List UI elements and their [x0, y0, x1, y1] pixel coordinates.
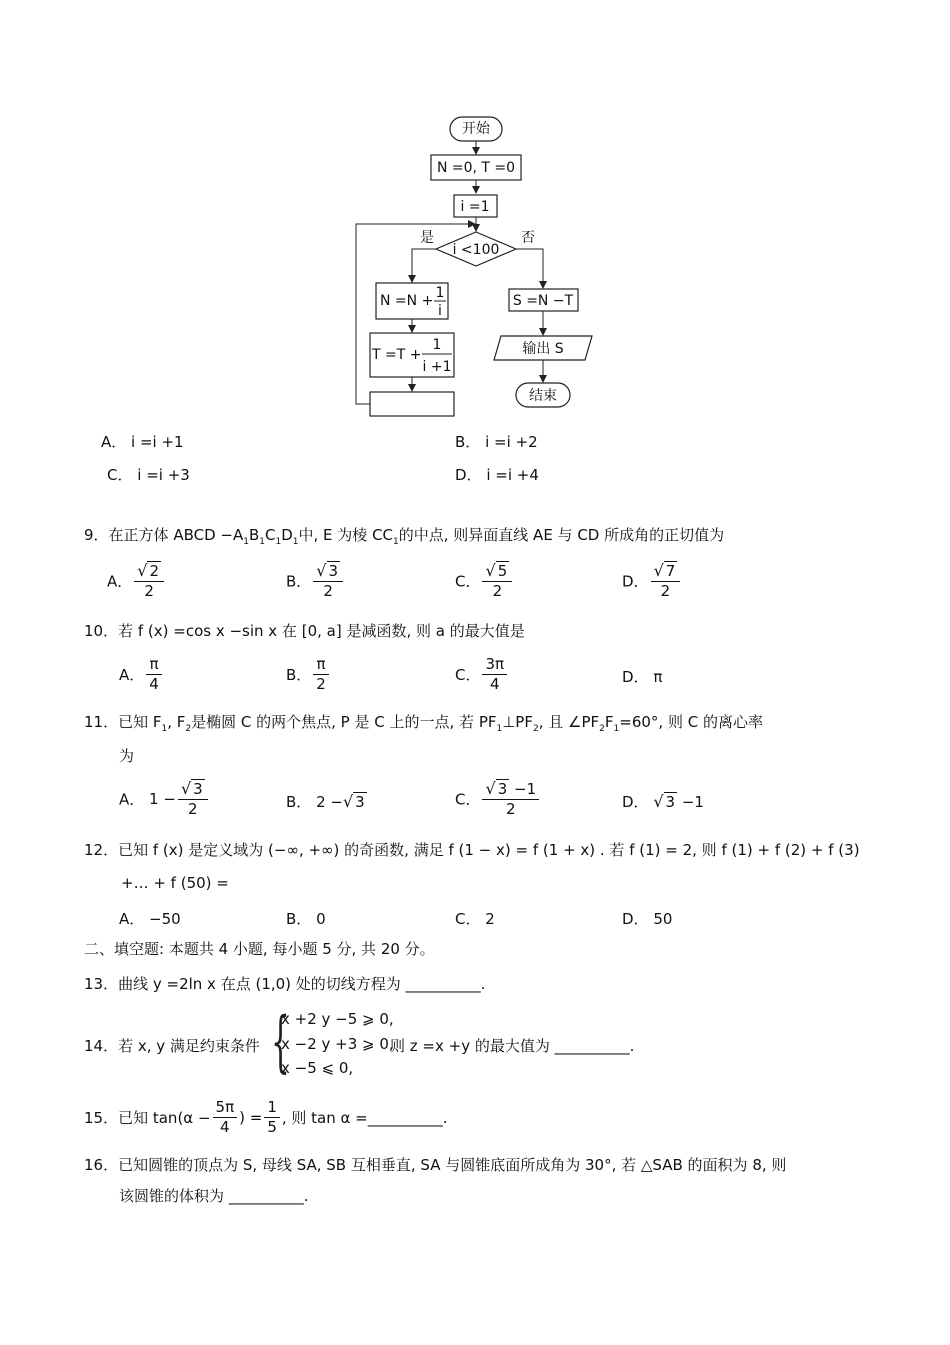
denominator: 2	[323, 582, 333, 600]
option-fraction	[482, 655, 507, 694]
option-text: −1	[677, 793, 704, 811]
option-text: i =i +3	[137, 466, 190, 484]
subscript: 1	[275, 537, 282, 547]
q12-option-a	[119, 908, 181, 929]
q13-stem	[84, 973, 485, 994]
q9-text: C	[265, 526, 276, 544]
start-label: 开始	[462, 121, 490, 137]
flowchart	[0, 0, 950, 430]
q9-text: B	[248, 526, 260, 544]
q10-option-d	[622, 666, 662, 687]
question-number: 10．	[84, 622, 119, 640]
q15-text: ) =	[239, 1108, 263, 1127]
denominator: 5	[267, 1118, 277, 1136]
subscript: 1	[292, 537, 299, 547]
q12-stem	[84, 839, 860, 860]
subscript: 1	[613, 724, 620, 734]
option-fraction	[146, 655, 162, 694]
q8-option-b	[455, 431, 538, 452]
question-number: 15．	[84, 1109, 119, 1127]
q10-option-b	[286, 655, 331, 694]
q11-text: ⊥PF	[502, 713, 533, 731]
radicand: 2	[149, 562, 160, 580]
radicand: 7	[665, 562, 676, 580]
q15-text: , 则 tan α =__________.	[281, 1109, 448, 1127]
q9-text: 中, E 为棱 CC	[298, 526, 394, 544]
option-fraction	[313, 655, 329, 694]
option-label: C．	[455, 666, 481, 684]
denominator: 2	[492, 582, 503, 600]
denominator: 2	[316, 675, 326, 693]
option-label: D．	[455, 466, 482, 484]
question-number: 13．	[84, 975, 119, 993]
option-label: D．	[622, 668, 649, 686]
q11-text: F	[604, 713, 614, 731]
subscript: 1	[259, 537, 265, 547]
denominator: 4	[149, 675, 159, 693]
condition-label: i <100	[452, 242, 500, 258]
q11-text: , 且 ∠PF	[538, 713, 600, 731]
option-label: A．	[101, 433, 127, 451]
n-frac-den: i	[438, 303, 442, 319]
fraction-5pi-4	[213, 1098, 238, 1137]
q12-option-b	[286, 908, 326, 929]
option-fraction: $\frac{√ 2}{2}$	[134, 561, 164, 601]
subscript: 2	[599, 724, 605, 734]
option-label: A．	[119, 790, 145, 809]
numerator: 3π	[482, 655, 507, 675]
radicand: 5	[497, 562, 508, 580]
constraint-line-1: x +2 y −5 ⩾ 0,	[281, 1010, 394, 1028]
option-fraction: $\frac{√ 3}{2}$	[178, 779, 208, 819]
q14-stem	[84, 1035, 260, 1056]
section-heading: 二、填空题: 本题共 4 小题, 每小题 5 分, 共 20 分。	[84, 940, 435, 958]
option-text: π	[653, 668, 663, 686]
q12-option-d	[622, 908, 672, 929]
question-number: 16．	[84, 1156, 119, 1174]
radicand: 3	[328, 562, 339, 580]
option-fraction: $\frac{√ 3 -1}{2}$	[482, 779, 539, 819]
n-frac-num: 1	[435, 285, 445, 301]
t-frac-num: 1	[432, 337, 442, 353]
q8-option-a	[101, 431, 184, 452]
q13-text: 曲线 y =2ln x 在点 (1,0) 处的切线方程为 __________.	[118, 975, 486, 993]
question-number: 11．	[84, 713, 119, 731]
q11-text: , F	[167, 713, 186, 731]
question-number: 12．	[84, 841, 119, 859]
option-label: B．	[286, 666, 312, 684]
q11-stem	[84, 711, 763, 734]
q9-option-a	[107, 561, 166, 601]
q9-text: 的中点, 则异面直线 AE 与 CD 所成角的正切值为	[398, 526, 725, 544]
option-fraction: $\frac{√ 3}{2}$	[313, 561, 343, 601]
q9-option-d	[622, 561, 682, 601]
option-label: A．	[119, 910, 145, 928]
option-label: C．	[455, 572, 481, 591]
denominator: 4	[220, 1118, 230, 1136]
denominator: 2	[188, 800, 198, 818]
q14-text: 若 x, y 满足约束条件	[118, 1037, 260, 1055]
radicand: 3	[497, 780, 508, 798]
option-fraction: $\frac{√ 7}{2}$	[651, 561, 681, 601]
denominator: 2	[506, 800, 516, 818]
q12-option-c	[455, 908, 495, 929]
q11-option-a	[119, 779, 210, 819]
q9-text: 在正方体 ABCD −A	[108, 526, 244, 544]
option-text: i =i +2	[485, 433, 538, 451]
fraction-1-5	[264, 1098, 280, 1137]
q9-option-c	[455, 561, 514, 601]
q9-option-b	[286, 561, 345, 601]
numerator: 5π	[213, 1098, 238, 1118]
q11-text: =60°, 则 C 的离心率	[619, 713, 763, 731]
numerator: 1	[264, 1098, 280, 1118]
q9-text: D	[281, 526, 293, 544]
n-update-lhs: N =N +	[380, 293, 434, 309]
no-label: 否	[521, 230, 535, 246]
q16-text: 已知圆锥的顶点为 S, 母线 SA, SB 互相垂直, SA 与圆锥底面所成角为 30°, 若 △SAB 的面积为 8, 则	[118, 1156, 787, 1174]
option-fraction: $\frac{√ 5}{2}$	[482, 561, 512, 601]
constraint-line-3: x −5 ⩽ 0,	[281, 1059, 354, 1077]
q16-stem	[84, 1154, 786, 1175]
q11-option-b: B． 2 −√ 3	[286, 792, 365, 811]
denominator: 2	[144, 582, 154, 600]
option-label: A．	[119, 666, 145, 684]
end-label: 结束	[529, 388, 557, 404]
subscript: 1	[243, 537, 249, 547]
subscript: 1	[496, 724, 503, 734]
i-init-label: i =1	[460, 199, 490, 215]
option-label: A．	[107, 572, 133, 591]
t-frac-den: i +1	[422, 359, 452, 375]
subscript: 2	[185, 724, 192, 734]
option-label: B．	[286, 793, 312, 811]
output-label: 输出 S	[522, 341, 564, 357]
option-text: 50	[653, 910, 673, 928]
s-calc-label: S =N −T	[512, 293, 574, 309]
denominator: 2	[660, 582, 671, 600]
numerator: π	[313, 655, 329, 675]
option-text: 0	[316, 910, 326, 928]
q11-continuation: 为	[119, 747, 135, 765]
q12-continuation: +… + f (50) =	[121, 874, 229, 892]
constraint-line-2: x −2 y +3 ⩾ 0,	[281, 1035, 394, 1053]
option-text: 2	[485, 910, 495, 928]
q11-text: 已知 F	[118, 713, 162, 731]
q10-stem	[84, 620, 525, 641]
q11-option-c	[455, 779, 541, 819]
q16-continuation: 该圆锥的体积为 __________.	[119, 1187, 309, 1205]
q11-option-d: D． √ 3 −1	[622, 792, 704, 811]
blank-step-box	[370, 392, 454, 416]
option-label: D．	[622, 572, 649, 591]
option-label: B．	[455, 433, 481, 451]
subscript: 1	[161, 724, 168, 734]
constraint-brace: {	[271, 1003, 290, 1080]
radicand: 3	[355, 793, 365, 811]
q10-text: 若 f (x) =cos x −sin x 在 [0, a] 是减函数, 则 a 的最大值是	[118, 622, 525, 640]
q10-option-c	[455, 655, 509, 694]
q8-option-c	[107, 464, 190, 485]
option-text: i =i +1	[131, 433, 184, 451]
subscript: 1	[393, 537, 399, 547]
denominator: 4	[490, 675, 500, 693]
radicand: 3	[193, 780, 203, 798]
option-label: D．	[622, 793, 649, 811]
question-number: 9．	[84, 526, 109, 544]
option-label: B．	[286, 910, 312, 928]
radicand: 3	[665, 793, 676, 811]
option-label: C．	[455, 790, 481, 809]
q8-option-d	[455, 464, 539, 485]
option-text: 1 −	[149, 790, 176, 808]
question-number: 14．	[84, 1037, 119, 1055]
option-label: C．	[455, 910, 481, 928]
option-text: −50	[149, 910, 181, 928]
option-label: D．	[622, 910, 649, 928]
option-text: 2 −	[316, 793, 343, 811]
t-update-lhs: T =T +	[372, 347, 422, 363]
q15-stem	[84, 1098, 448, 1137]
init-label: N =0, T =0	[436, 160, 516, 176]
numerator: π	[146, 655, 162, 675]
q10-option-a	[119, 655, 164, 694]
q11-text: 是椭圆 C 的两个焦点, P 是 C 上的一点, 若 PF	[191, 713, 497, 731]
subscript: 2	[532, 724, 539, 734]
q12-text: 已知 f (x) 是定义域为 (−∞, +∞) 的奇函数, 满足 f (1 − x) = f (1 + x) . 若 f (1) = 2, 则 f (1) + f (2) + f (3)	[118, 841, 860, 859]
q14-tail: 则 z =x +y 的最大值为 __________.	[390, 1037, 635, 1055]
option-label: B．	[286, 572, 312, 591]
option-label: C．	[107, 466, 133, 484]
q15-text: 已知 tan(α −	[118, 1109, 211, 1127]
numerator-tail: −1	[509, 780, 537, 798]
option-text: i =i +4	[486, 466, 539, 484]
yes-label: 是	[420, 230, 434, 246]
q9-stem	[84, 524, 724, 547]
